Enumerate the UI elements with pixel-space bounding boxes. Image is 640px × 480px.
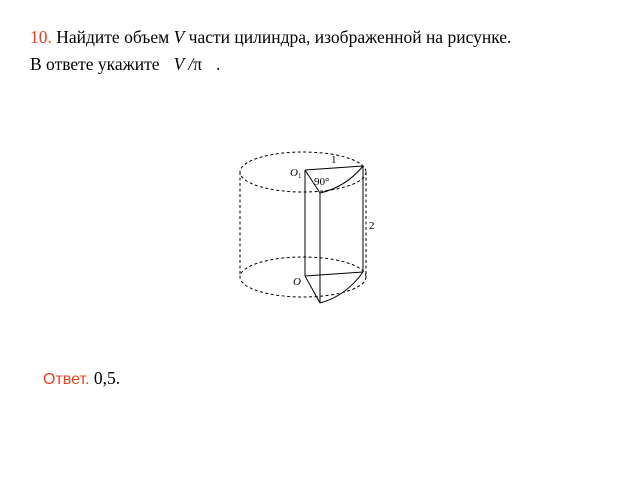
problem-line-2 xyxy=(30,51,630,78)
top-base-ellipse xyxy=(240,152,366,192)
line-end-period: . xyxy=(216,54,221,74)
label-o1: O xyxy=(290,167,298,179)
problem-statement xyxy=(30,24,630,78)
problem-number: 10. xyxy=(30,27,52,47)
problem-text-end: части цилиндра, изображенной на рисунке. xyxy=(184,27,512,47)
answer-block xyxy=(43,368,120,389)
formula-v: V xyxy=(173,54,184,74)
bottom-radius-front xyxy=(305,276,320,303)
label-radius: 1 xyxy=(331,154,337,166)
top-radius-right xyxy=(305,166,363,170)
answer-value: 0,5. xyxy=(93,368,121,388)
problem-line-1 xyxy=(30,24,630,51)
cylinder-diagram xyxy=(228,145,388,315)
bottom-radius-right xyxy=(305,272,363,276)
label-angle: 90° xyxy=(314,176,330,188)
problem-text-start: Найдите объем xyxy=(51,27,174,47)
volume-variable: V xyxy=(173,27,185,47)
cylinder-figure xyxy=(228,145,388,315)
answer-label: Ответ. xyxy=(43,371,90,388)
answer-formula xyxy=(174,51,202,78)
label-height: 2 xyxy=(369,220,375,232)
formula-pi: π xyxy=(193,54,203,74)
bottom-sector-arc xyxy=(320,272,363,303)
answer-instruction: В ответе укажите xyxy=(30,54,160,74)
label-o: O xyxy=(293,276,301,288)
label-o1-subscript: 1 xyxy=(298,172,302,180)
bottom-base-ellipse xyxy=(240,257,366,297)
formula-slash: / xyxy=(183,54,194,74)
